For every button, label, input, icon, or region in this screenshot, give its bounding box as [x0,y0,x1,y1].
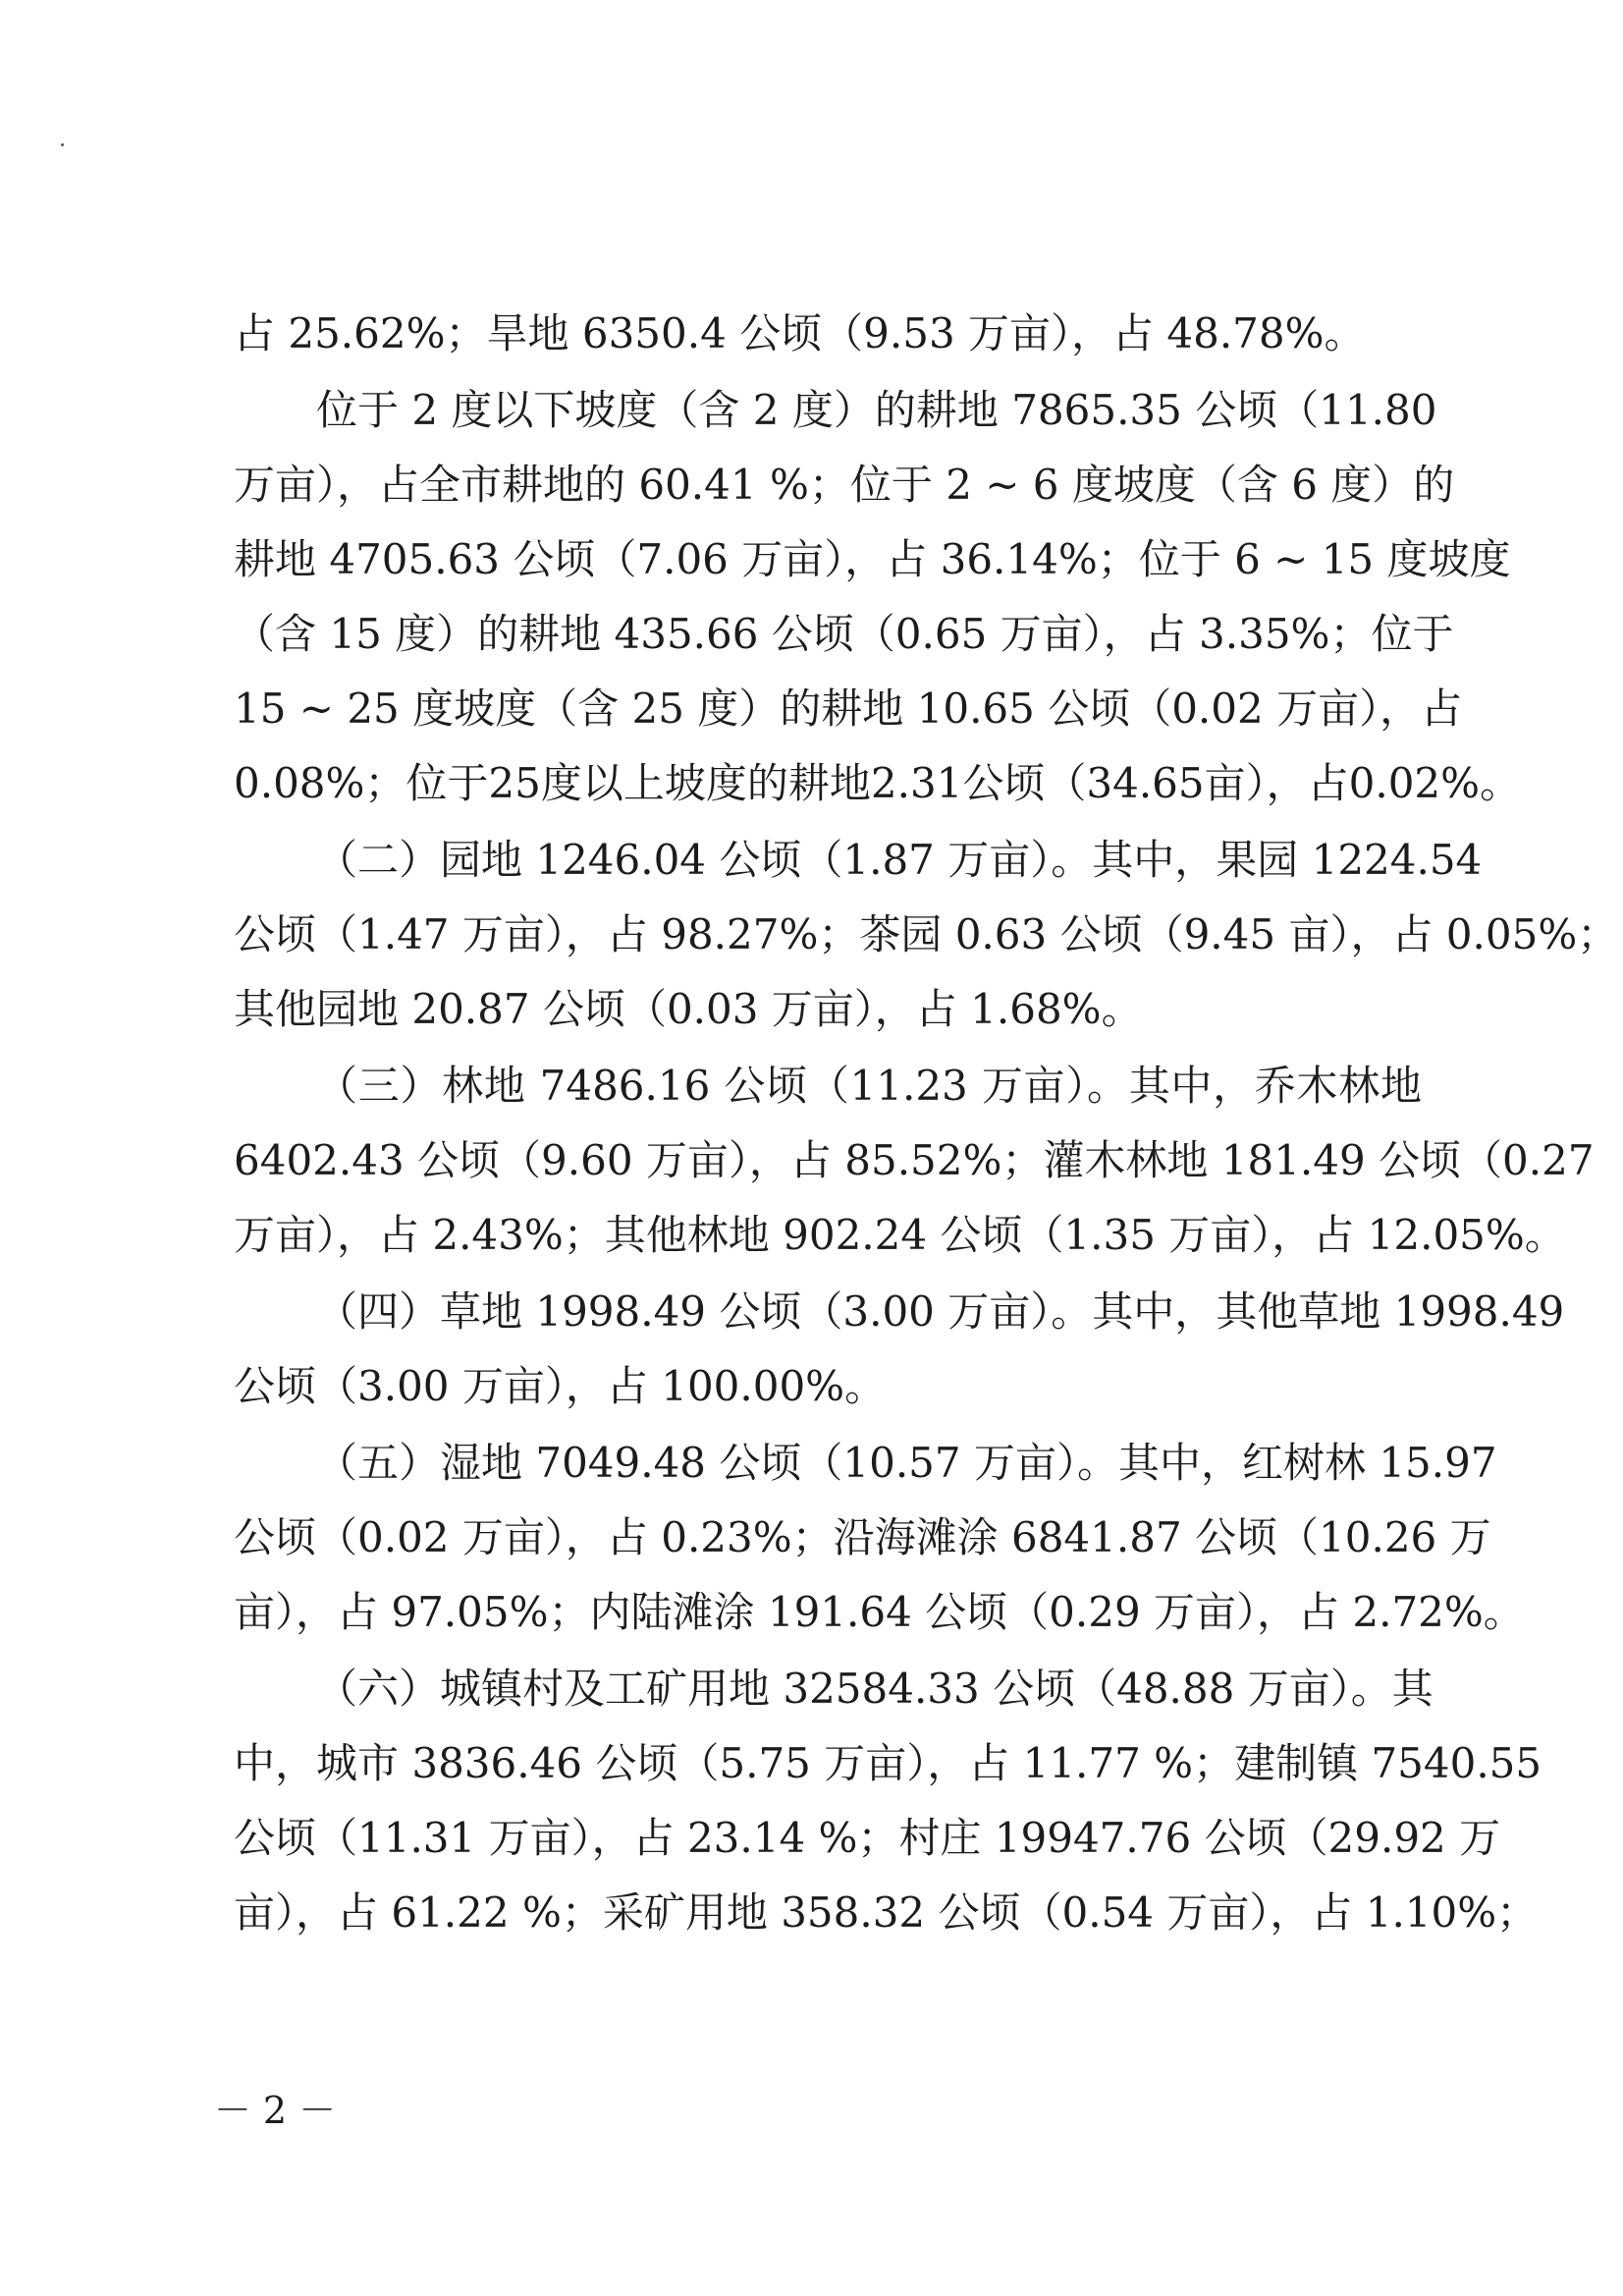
text-line: 耕地 4705.63 公顷（7.06 万亩），占 36.14%；位于 6 ~ 15 度坡度 [234,535,1511,583]
text-line: 其他园地 20.87 公顷（0.03 万亩），占 1.68%。 [234,985,1143,1033]
text-line: 0.08%；位于25度以上坡度的耕地2.31公顷（34.65亩），占0.02%。 [234,759,1522,807]
text-line: 公顷（0.02 万亩），占 0.23%；沿海滩涂 6841.87 公顷（10.26 万 [234,1513,1491,1561]
text-line: 公顷（1.47 万亩），占 98.27%；茶园 0.63 公顷（9.45 亩），占 0.05%； [234,910,1619,958]
scan-speck [61,143,64,146]
text-line: 中，城市 3836.46 公顷（5.75 万亩），占 11.77 %；建制镇 7540.55 [234,1739,1542,1787]
text-line: 亩），占 61.22 %；采矿用地 358.32 公顷（0.54 万亩），占 1.10%； [234,1888,1539,1937]
text-line: 公顷（11.31 万亩），占 23.14 %；村庄 19947.76 公顷（29.92 万 [234,1814,1501,1862]
text-line: 占 25.62%；旱地 6350.4 公顷（9.53 万亩），占 48.78%。 [234,309,1366,357]
paragraph-first-line: （四）草地 1998.49 公顷（3.00 万亩）。其中，其他草地 1998.49 [316,1287,1565,1336]
paragraph-first-line: 位于 2 度以下坡度（含 2 度）的耕地 7865.35 公顷（11.80 [316,386,1437,434]
paragraph-first-line: （五）湿地 7049.48 公顷（10.57 万亩）。其中，红树林 15.97 [316,1439,1497,1487]
text-line: 亩），占 97.05%；内陆滩涂 191.64 公顷（0.29 万亩），占 2.72%。 [234,1588,1525,1636]
text-line: 6402.43 公顷（9.60 万亩），占 85.52%；灌木林地 181.49 公顷（0.27 [234,1136,1595,1184]
paragraph-first-line: （三）林地 7486.16 公顷（11.23 万亩）。其中，乔木林地 [316,1062,1422,1110]
text-line: 万亩），占全市耕地的 60.41 %；位于 2 ~ 6 度坡度（含 6 度）的 [234,461,1455,509]
page-number: － 2 － [213,2089,337,2132]
paragraph-first-line: （二）园地 1246.04 公顷（1.87 万亩）。其中，果园 1224.54 [316,836,1483,884]
paragraph-first-line: （六）城镇村及工矿用地 32584.33 公顷（48.88 万亩）。其 [316,1665,1434,1713]
text-line: 15 ~ 25 度坡度（含 25 度）的耕地 10.65 公顷（0.02 万亩），占 [234,684,1463,733]
text-line: （含 15 度）的耕地 435.66 公顷（0.65 万亩），占 3.35%；位于 [234,610,1454,658]
text-line: 万亩），占 2.43%；其他林地 902.24 公顷（1.35 万亩），占 12.05%。 [234,1211,1566,1259]
text-line: 公顷（3.00 万亩），占 100.00%。 [234,1362,887,1410]
